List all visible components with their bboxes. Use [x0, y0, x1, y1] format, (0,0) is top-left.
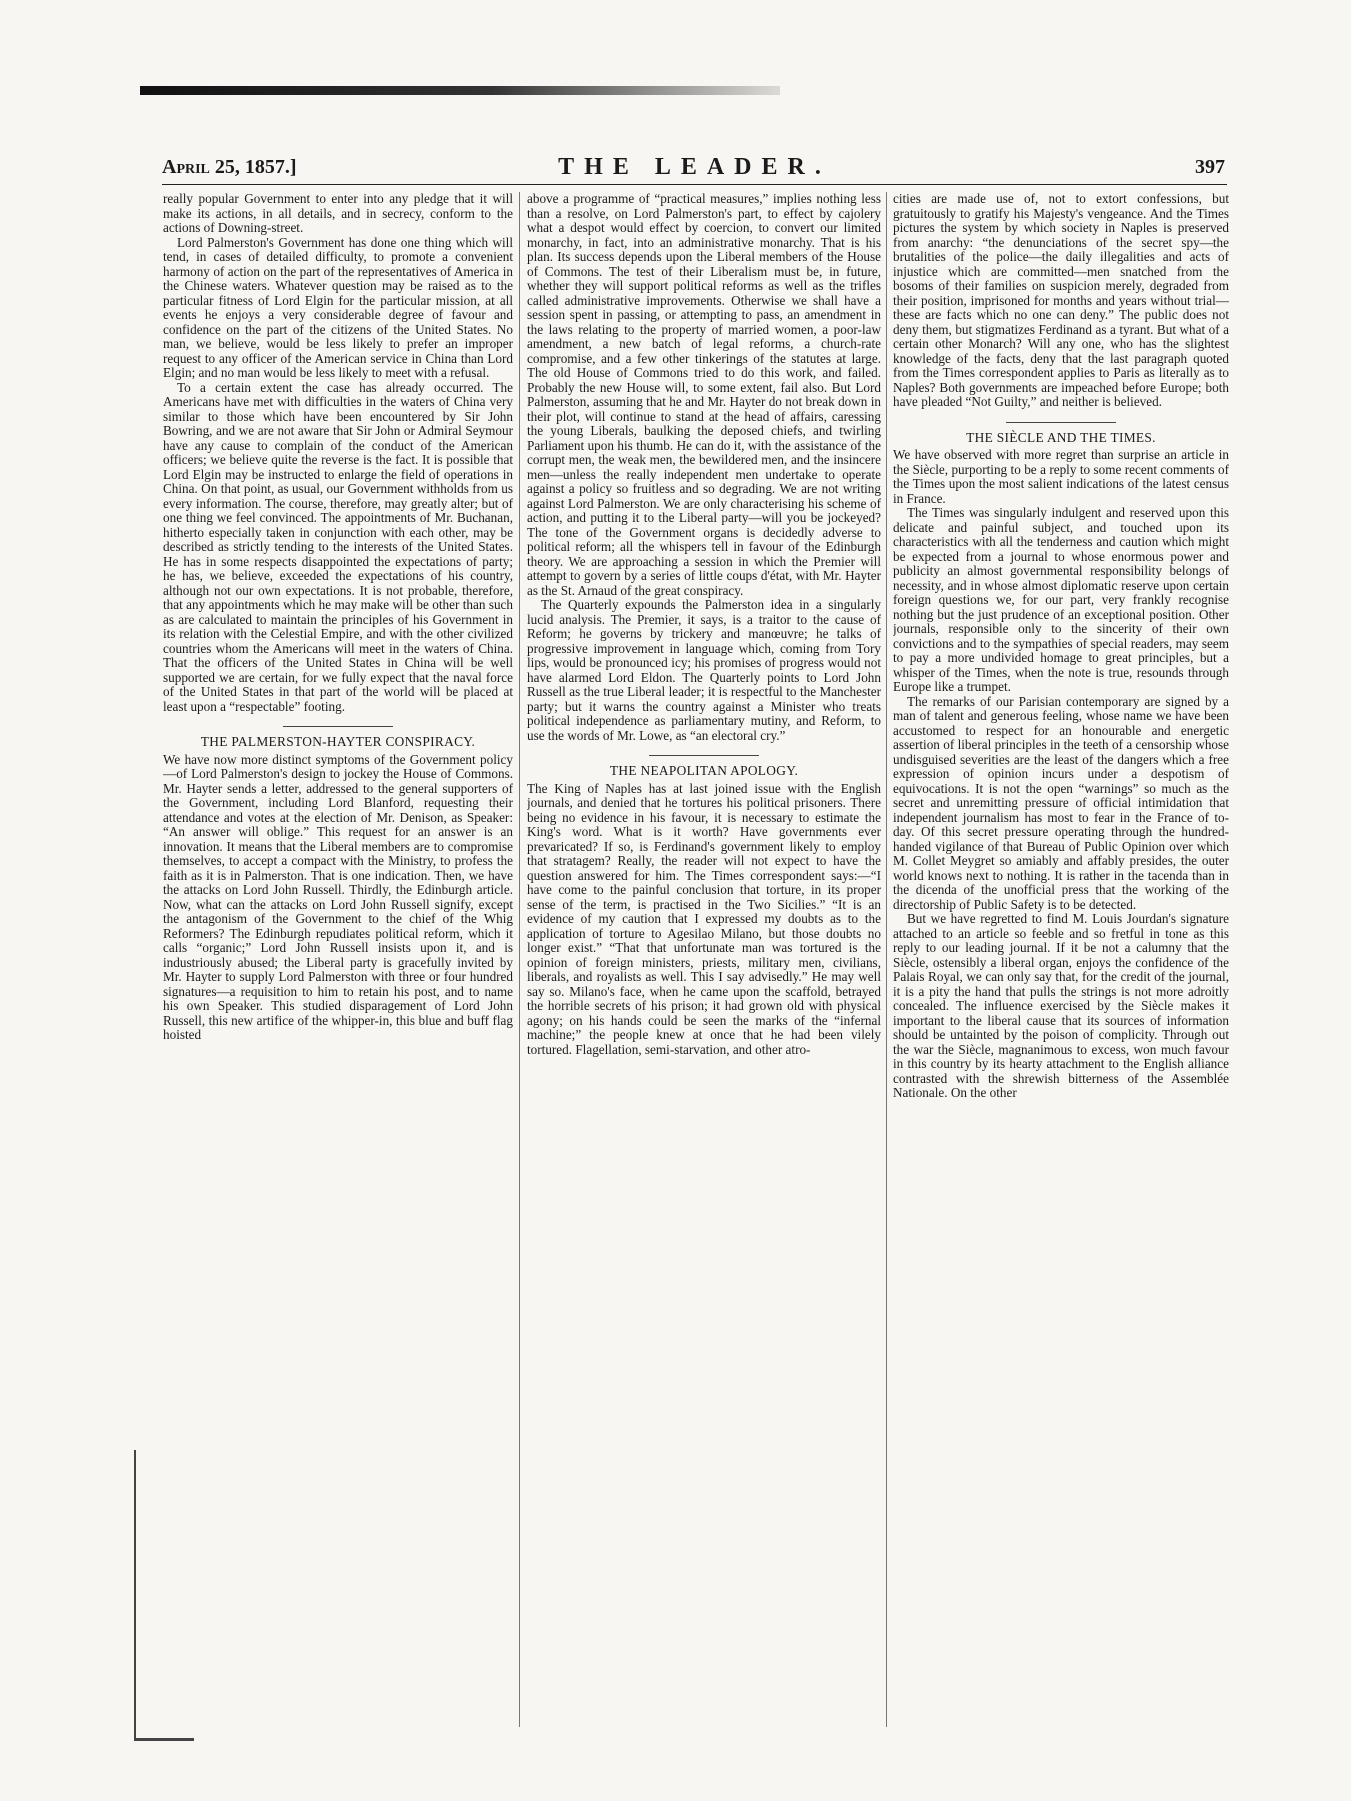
issue-date: April 25, 1857.] [162, 156, 297, 178]
paragraph: Lord Palmerston's Government has done one thing which will tend, in cases of detailed difficulty, to promote a convenient harmony of action on the part of the representatives of America in the Chinese waters. Whatever question may be raised as to the particular fitness of Lord Elgin for the particular mission, at all events he enjoys a very considerable degree of favour and confidence on the part of the citizens of the United States. No man, we believe, would be less likely to prefer an improper request to any officer of the American service in China than Lord Elgin; and no man would be less likely to meet with a refusal. [163, 234, 513, 380]
article-heading: THE NEAPOLITAN APOLOGY. [609, 763, 799, 778]
paragraph: The Quarterly expounds the Palmerston idea in a singularly lucid analysis. The Premier, it says, is a traitor to the cause of Reform; he governs by trickery and manœuvre; he talks of progressive improvement in language which, coming from Tory lips, would be pronounced icy; his promises of progress would not have alarmed Lord Eldon. The Quarterly points to Lord John Russell as the true Liberal leader; it is respectful to the Manchester party; but it warns the country against a Minister who treats political independence as parliamentary mutiny, and Reform, to use the words of Mr. Lowe, as “an electoral cry.” [527, 597, 881, 743]
paragraph: We have now more distinct symptoms of the Government policy—of Lord Palmerston's design to jockey the House of Commons. Mr. Hayter sends a letter, addressed to the general supporters of the Government, including Lord Blanford, requesting their attendance and votes at the election of Mr. Denison, as Speaker: “An answer will oblige.” This request for an answer is an innovation. It means that the Liberal members are to compromise themselves, to accept a compact with the Ministry, to profess the faith as it is in Palmerston. That is one indication. Then, we have the attacks on Lord John Russell. Thirdly, the Edinburgh article. Now, what can the attacks on Lord John Russell signify, except the antagonism of the Government to the chief of the Whig Reformers? The Edinburgh repudiates political reform, which it calls “organic;” Lord John Russell insists upon it, and is industriously abused; the Liberal party is gracefully invited by Mr. Hayter to supply Lord Palmerston with three or four hundred signatures—a requisition to him to retain his post, and to name his own Speaker. This studied disparagement of Lord John Russell, this new artifice of the whipper-in, this blue and buff flag hoisted [163, 751, 513, 1042]
paragraph: We have observed with more regret than surprise an article in the Siècle, purporting to be a reply to some recent comments of the Times upon the most salient indications of the latest census in France. [893, 447, 1229, 506]
column-2 [527, 192, 881, 1727]
paragraph: really popular Government to enter into any pledge that it will make its actions, in all details, and in secrecy, conform to the actions of Downing-street. [163, 192, 513, 235]
article-heading: THE SIÈCLE AND THE TIMES. [966, 429, 1156, 445]
top-ink-bar [140, 86, 780, 95]
newspaper-title: THE LEADER. [558, 154, 831, 180]
section-divider [1006, 422, 1116, 423]
column-rule [519, 192, 520, 1727]
section-divider [283, 726, 393, 727]
page-number: 397 [1195, 156, 1225, 178]
paragraph: The Times was singularly indulgent and reserved upon this delicate and painful subject, and touched upon its characteristics with all the tenderness and caution which might be expected from a journal to whose enormous power and publicity an almost governmental responsibility belongs of necessity, and in whose almost diplomatic reserve upon certain foreign questions we, for our part, very frankly recognise nothing but the just prudence of an exceptional position. Other journals, responsible only to the sincerity of their own convictions and to the sympathies of special readers, may seem to pay a more undivided homage to great principles, but a whisper of the Times, when the note is true, resounds through Europe like a trumpet. [893, 505, 1229, 694]
column-1 [163, 192, 513, 1727]
paragraph: above a programme of “practical measures,” implies nothing less than a resolve, on Lord Palmerston's part, to effect by cajolery what a despot would effect by coercion, to convert our limited monarchy, in fact, into an administrative monarchy. That is his plan. Its success depends upon the Liberal members of the House of Commons. The test of their Liberalism must be, in future, whether they will support political reforms as well as the trifles called administrative improvements. Otherwise we shall have a session spent in passing, or attempting to pass, an amendment in the laws relating to the property of married women, a poor-law amendment, a new batch of legal reforms, a church-rate compromise, and a few other tinkerings of the statutes at large. The old House of Commons tried to do this work, and failed. Probably the new House will, to some extent, fail also. But Lord Palmerston, assuming that he and Mr. Hayter do not break down in their plot, will continue to stand at the head of affairs, caressing the young Liberals, baulking the deposed chiefs, and twirling Parliament upon his thumb. He can do it, with the assistance of the corrupt men, the weak men, the bewildered men, and the insincere men—unless the really independent men undertake to operate against a policy so fruitless and so degrading. We are not writing against Lord Palmerston. We are only characterising his scheme of action, and putting it to the Liberal party—will you be jockeyed? The tone of the Government organs is decidedly adverse to political reform; all the whispers tell in favour of the Edinburgh theory. We are approaching a session in which the Premier will attempt to govern by a series of little coups d'état, with Mr. Hayter as the St. Arnaud of the great conspiracy. [527, 192, 881, 598]
bottom-rule [134, 1738, 194, 1741]
article-heading: THE PALMERSTON-HAYTER CONSPIRACY. [200, 734, 476, 749]
paragraph: cities are made use of, not to extort confessions, but gratuitously to gratify his Majesty's vengeance. And the Times pictures the system by which society in Naples is preserved from anarchy: “the denunciations of the secret spy—the brutalities of the police—the daily illegalities and acts of injustice which are committed—men snatched from the bosoms of their families on suspicion merely, degraded from their position, imprisoned for months and years without trial—these are facts which no one can deny.” The public does not deny them, but stigmatizes Ferdinand as a tyrant. But what of a certain other Monarch? Will any one, who has the slightest knowledge of the facts, deny that the last paragraph quoted from the Times correspondent applies to Paris as literally as to Naples? Both governments are impeached before Europe; both have pleaded “Not Guilty,” and neither is believed. [893, 192, 1229, 409]
page-header [162, 154, 1227, 185]
paragraph: But we have regretted to find M. Louis Jourdan's signature attached to an article so feeble and so fretful in tone as this reply to our leading journal. If it be not a calumny that the Siècle, ostensibly a liberal organ, enjoys the confidence of the Palais Royal, we can only say that, for the credit of the journal, it is a pity the hand that pulls the strings is not more adroitly concealed. The influence exercised by the Siècle makes it important to the liberal cause that its sources of information should be untainted by the poison of complicity. Through out the war the Siècle, magnanimous to excess, won much favour in this country by its hearty attachment to the English alliance contrasted with the shrewish bitterness of the Assemblée Nationale. On the other [893, 911, 1229, 1100]
margin-rule [134, 1450, 136, 1740]
column-3 [893, 192, 1229, 1727]
paragraph: The remarks of our Parisian contemporary are signed by a man of talent and generous feeling, whose name we have been accustomed to respect for an honourable and energetic assertion of liberal principles in the teeth of a censorship whose undisguised severities are the least of the dangers which a free expression of opinion incurs under a despotism of equivocations. It is not the open “warnings” so much as the secret and unremitting pressure of official intimidation that independent journalism has most to fear in the France of to-day. Of this secret pressure operating through the hundred-handed vigilance of that Bureau of Public Opinion over which M. Collet Meygret so amiably and affably presides, the outer world knows next to nothing. It is rather in the tacenda than in the dicenda of the unofficial press that the working of the directorship of Public Safety is to be detected. [893, 693, 1229, 912]
column-rule [886, 192, 887, 1727]
paragraph: The King of Naples has at last joined issue with the English journals, and denied that he tortures his political prisoners. There being no evidence in his favour, it is necessary to estimate the King's word. What is it worth? Have governments ever prevaricated? If so, is Ferdinand's government likely to employ that stratagem? Really, the reader will not expect to have the question answered for him. The Times correspondent says:—“I have come to the painful conclusion that torture, in its proper sense of the term, is practised in the Two Sicilies.” “It is an evidence of my caution that I expressed my doubts as to the application of torture to Agesilao Milano, but those doubts no longer exist.” “That that unfortunate man was tortured is the opinion of foreign ministers, priests, military men, civilians, liberals, and royalists as well. This I say advisedly.” He may well say so. Milano's face, when he came upon the scaffold, betrayed the horrible secrets of his prison; it had grown old with physical agony; on his hands could be seen the marks of the “infernal machine;” the people knew at once that he had been vilely tortured. Flagellation, semi-starvation, and other atro- [527, 780, 881, 1057]
section-divider [649, 755, 759, 756]
paragraph: To a certain extent the case has already occurred. The Americans have met with difficulties in the waters of China very similar to those which have been encountered by Sir John Bowring, and we are not aware that Sir John or Admiral Seymour have any cause to complain of the conduct of the American officers; we believe quite the reverse is the fact. It is possible that Lord Elgin may be instructed to enlarge the field of operations in China. On that point, as usual, our Government withholds from us every information. The course, therefore, may greatly alter; but of one thing we feel convinced. The appointments of Mr. Buchanan, hitherto especially taken in conjunction with each other, may be described as strictly tending to the interests of the United States. He has in some respects disappointed the expectations of party; he has, we believe, exceeded the expectations of his country, although not our own expectations. It is not probable, therefore, that any appointments which he may make will be other than such as are calculated to maintain the principles of his Government in its relation with the Celestial Empire, and with the other civilized countries whom the Americans will meet in the waters of China. That the officers of the United States in China will be well supported we are certain, for we fully expect that the naval force of the United States in that part of the world will be placed at least upon a “respectable” footing. [163, 379, 513, 714]
